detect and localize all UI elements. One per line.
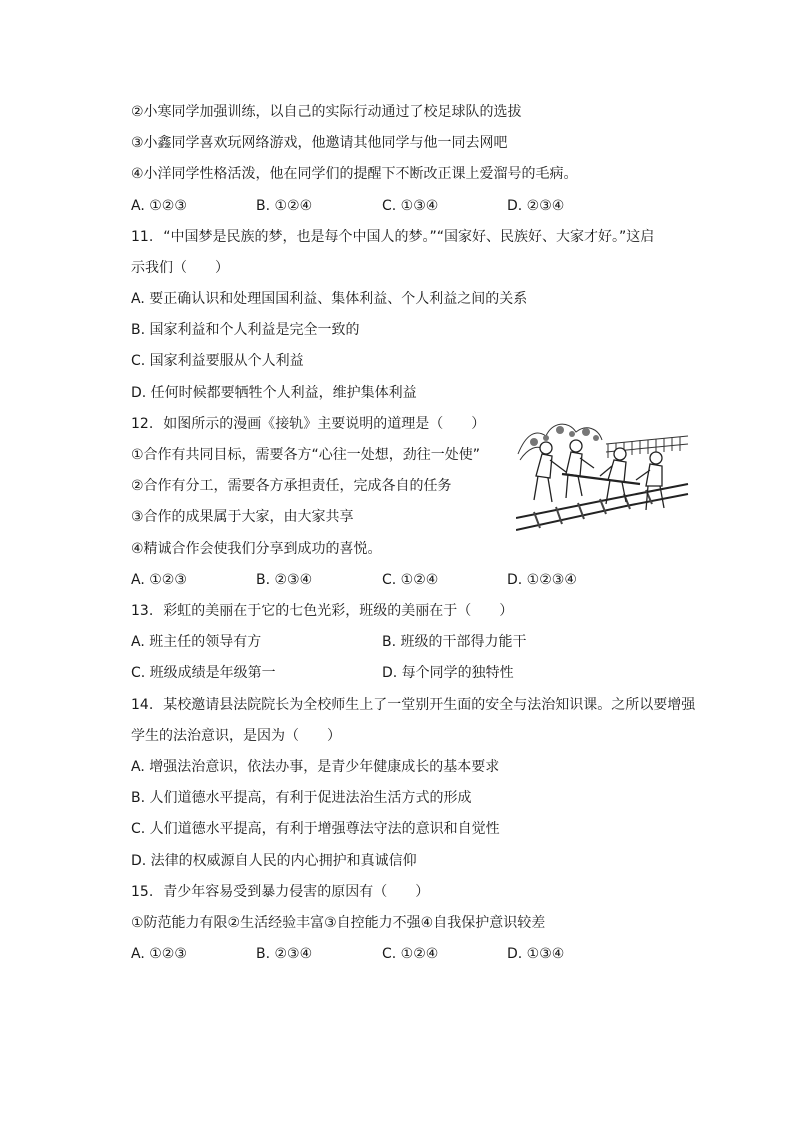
statements: ①防范能力有限②生活经验丰富③自控能力不强④自我保护意识较差	[131, 915, 546, 931]
option-d[interactable]: D. 每个同学的独特性	[382, 665, 514, 681]
option-c[interactable]: C. 国家利益要服从个人利益	[131, 353, 304, 369]
question-number: 13.	[131, 603, 154, 619]
question-number: 15.	[131, 884, 154, 900]
option-d[interactable]: D. 法律的权威源自人民的内心拥护和真诚信仰	[131, 853, 417, 869]
statement-3: ③合作的成果属于大家，由大家共享	[131, 509, 354, 525]
option-a[interactable]: A. 班主任的领导有方	[131, 634, 262, 650]
question-stem: 青少年容易受到暴力侵害的原因有（ ）	[163, 884, 430, 900]
option-c[interactable]: C. 人们道德水平提高，有利于增强尊法守法的意识和自觉性	[131, 821, 500, 837]
option-b[interactable]: B. 国家利益和个人利益是完全一致的	[131, 322, 360, 338]
option-a[interactable]: A. ①②③	[131, 946, 187, 962]
question-stem: 如图所示的漫画《接轨》主要说明的道理是（ ）	[163, 416, 486, 432]
option-d[interactable]: D. 任何时候都要牺牲个人利益，维护集体利益	[131, 385, 417, 401]
question-stem-line-2: 学生的法治意识，是因为（ ）	[131, 728, 341, 744]
option-d[interactable]: D. ②③④	[507, 198, 565, 214]
statement-4: ④小洋同学性格活泼，他在同学们的提醒下不断改正课上爱溜号的毛病。	[131, 166, 578, 182]
option-b[interactable]: B. ①②④	[256, 198, 313, 214]
option-d[interactable]: D. ①②③④	[507, 572, 577, 588]
option-c[interactable]: C. ①②④	[382, 946, 439, 962]
question-number: 11.	[131, 229, 154, 245]
option-b[interactable]: B. ②③④	[256, 946, 313, 962]
statement-3: ③小鑫同学喜欢玩网络游戏，他邀请其他同学与他一同去网吧	[131, 135, 508, 151]
statement-2: ②小寒同学加强训练，以自己的实际行动通过了校足球队的选拔	[131, 104, 522, 120]
cartoon-illustration	[516, 414, 690, 538]
question-number: 12.	[131, 416, 154, 432]
question-12-stem	[131, 414, 485, 434]
option-b[interactable]: B. 人们道德水平提高，有利于促进法治生活方式的形成	[131, 790, 472, 806]
statement-1: ①合作有共同目标，需要各方“心往一处想，劲往一处使”	[131, 447, 481, 463]
statement-4: ④精诚合作会使我们分享到成功的喜悦。	[131, 541, 382, 557]
question-stem-line-2: 示我们（ ）	[131, 260, 229, 276]
question-stem-line-1: 某校邀请县法院院长为全校师生上了一堂别开生面的安全与法治知识课。之所以要增强	[163, 697, 696, 713]
option-d[interactable]: D. ①③④	[507, 946, 565, 962]
question-11-stem	[131, 227, 654, 247]
option-a[interactable]: A. ①②③	[131, 198, 187, 214]
question-13-stem	[131, 601, 513, 621]
option-c[interactable]: C. ①②④	[382, 572, 439, 588]
question-number: 14.	[131, 697, 154, 713]
statement-2: ②合作有分工，需要各方承担责任，完成各自的任务	[131, 478, 452, 494]
question-stem-line-1: “中国梦是民族的梦，也是每个中国人的梦。”“国家好、民族好、大家才好。”这启	[163, 229, 655, 245]
option-a[interactable]: A. 增强法治意识，依法办事，是青少年健康成长的基本要求	[131, 759, 500, 775]
question-stem: 彩虹的美丽在于它的七色光彩，班级的美丽在于（ ）	[163, 603, 514, 619]
option-a[interactable]: A. ①②③	[131, 572, 187, 588]
option-a[interactable]: A. 要正确认识和处理国国利益、集体利益、个人利益之间的关系	[131, 291, 528, 307]
question-14-stem	[131, 695, 695, 715]
option-b[interactable]: B. 班级的干部得力能干	[382, 634, 527, 650]
option-c[interactable]: C. ①③④	[382, 198, 439, 214]
option-c[interactable]: C. 班级成绩是年级第一	[131, 665, 276, 681]
question-15-stem	[131, 882, 429, 902]
option-b[interactable]: B. ②③④	[256, 572, 313, 588]
